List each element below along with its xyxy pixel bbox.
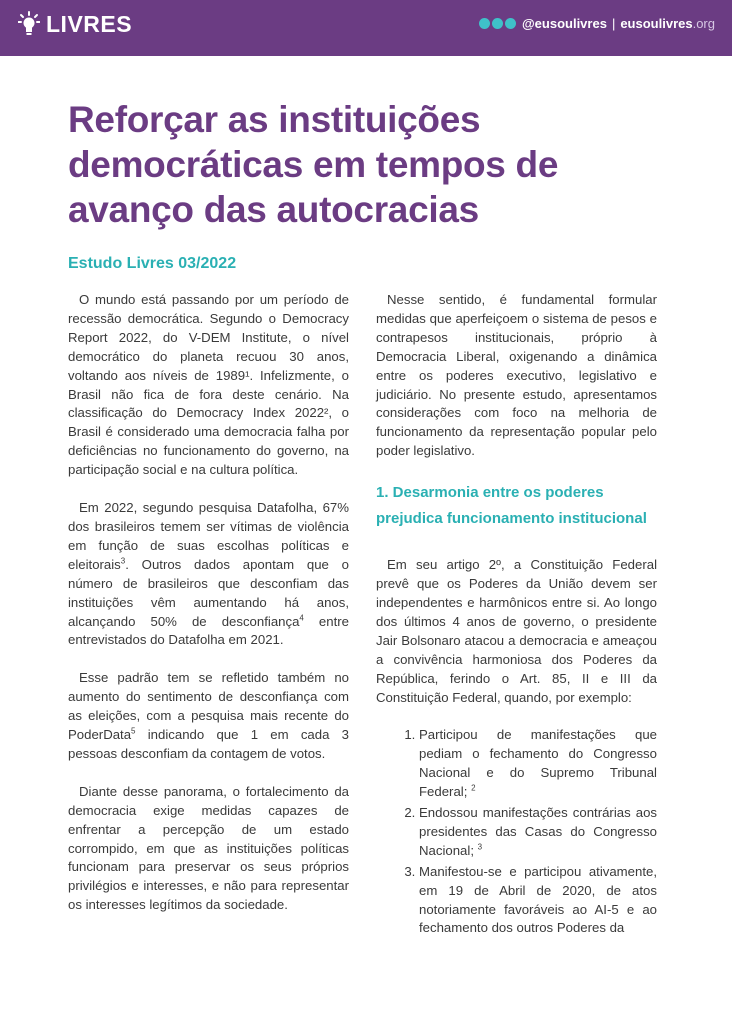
site-name: eusoulivres bbox=[620, 16, 693, 31]
study-subtitle: Estudo Livres 03/2022 bbox=[68, 255, 237, 272]
paragraph-intro: O mundo está passando por um período de recessão democrática. Segundo o Democracy Report 2022, do V-DEM Institute, o nível democrático do planeta recuou 30 anos, voltando aos níveis de 1989¹. Infelizmente, o Brasil não fica de fora deste cenário. Na classificação do Democracy Index 2022², o Brasil é considerado uma democracia falha por deficiências no funcionamento do governo, na participação social e na cultura política. bbox=[68, 292, 349, 478]
footnote-ref[interactable]: 3 bbox=[477, 842, 483, 852]
footnote-ref[interactable]: 5 bbox=[131, 726, 136, 736]
brand-name: LIVRES bbox=[46, 11, 133, 37]
paragraph-poderdata: Esse padrão tem se refletido também no aumento do sentimento de desconfiança com as eleições, com a pesquisa mais recente do PoderData$^5$ indicando que 1 em cada 3 pessoas desconfiam da contagem de votos. bbox=[68, 670, 349, 761]
facebook-icon[interactable] bbox=[505, 18, 516, 29]
page-title: Reforçar as instituições democráticas em tempos de avanço das autocracias bbox=[68, 99, 559, 230]
list-item: 2. Endossou manifestações contrárias aos presidentes das Casas do Congresso Nacional; $^3$ bbox=[419, 804, 657, 861]
paragraph-datafolha: Em 2022, segundo pesquisa Datafolha, 67% dos brasileiros temem ser vítimas de violência em função de suas escolhas políticas e eleitorais$^3$. Outros dados apontam que o número de brasileiros que desconfiam das instituições vêm aumentando há anos, alcançando 50% de desconfiança$^4$ entre entrevistados do Datafolha em 2021. bbox=[68, 500, 349, 648]
paragraph-panorama: Diante desse panorama, o fortalecimento da democracia exige medidas capazes de enfrentar a percepção de um estado corrompido, em que as instituições políticas funcionam para preservar os seus próprios privilégios e interesses, e não para representar os interesses legítimos da sociedade. bbox=[68, 783, 349, 913]
livres-logo[interactable] bbox=[18, 11, 132, 37]
separator: | bbox=[611, 16, 616, 31]
twitter-icon[interactable] bbox=[479, 18, 490, 29]
social-handle[interactable]: @eusoulivres bbox=[522, 16, 607, 31]
instagram-icon[interactable] bbox=[492, 18, 503, 29]
lightbulb-icon bbox=[18, 11, 40, 37]
footnote-ref[interactable]: 4 bbox=[299, 613, 304, 623]
left-column bbox=[68, 291, 349, 934]
social-links bbox=[479, 16, 715, 31]
paragraph-sentido: Nesse sentido, é fundamental formular medidas que aperfeiçoem o sistema de pesos e contrapesos institucionais, próprio à Democracia Liberal, oxigenando a dinâmica entre os poderes executivo, legislativo e judiciário. No presente estudo, apresentamos considerações com foco na melhoria de funcionamento da representação popular pelo poder legislativo. bbox=[376, 292, 657, 459]
website-link[interactable] bbox=[620, 16, 715, 31]
section-heading: 1. Desarmonia entre os poderes prejudica funcionamento institucional bbox=[376, 484, 647, 528]
footnote-ref[interactable]: 2 bbox=[471, 783, 476, 793]
list-item: 3. Manifestou-se e participou ativamente, em 19 de Abril de 2020, de atos notoriamente favoráveis ao AI-5 e ao fechamento dos outros Poderes da bbox=[419, 863, 657, 939]
header-bar bbox=[0, 0, 732, 56]
footnote-ref[interactable]: 3 bbox=[120, 556, 126, 566]
site-tld: .org bbox=[692, 16, 715, 31]
examples-list bbox=[376, 726, 657, 938]
list-item: 1. Participou de manifestações que pediam o fechamento do Congresso Nacional e do Supremo Tribunal Federal; $^2$ bbox=[419, 726, 657, 802]
right-column bbox=[376, 291, 657, 940]
paragraph-artigo: Em seu artigo 2º, a Constituição Federal prevê que os Poderes da União devem ser independentes e harmônicos entre si. Ao longo dos últimos 4 anos de governo, o presidente Jair Bolsonaro atacou a democracia e ameaçou a convivência harmoniosa dos Poderes da República, ferindo o Art. 85, II e III da Constituição Federal, quando, por exemplo: bbox=[376, 557, 657, 705]
